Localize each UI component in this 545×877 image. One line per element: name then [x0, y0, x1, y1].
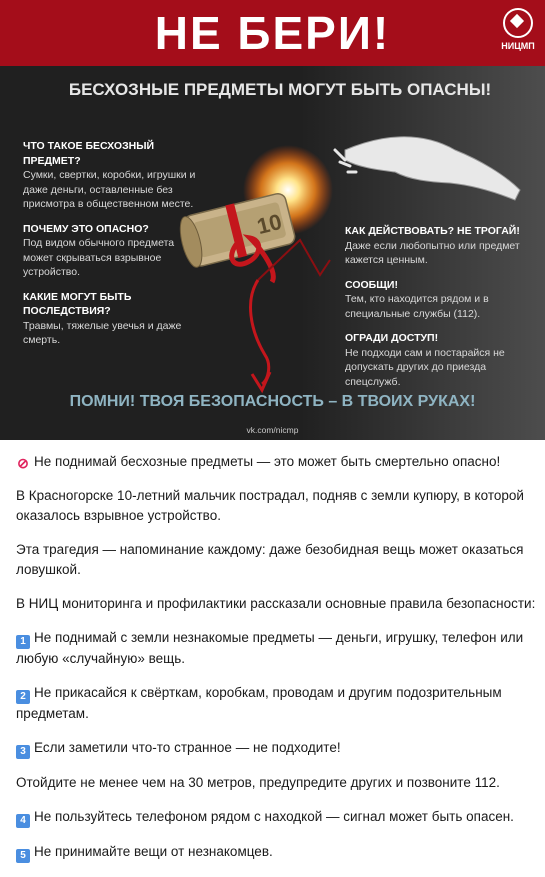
keycap-3-icon: 3 [16, 745, 30, 759]
rules-list [16, 628, 536, 863]
banknote-value: 10 [254, 208, 285, 240]
left-heading-2: ПОЧЕМУ ЭТО ОПАСНО? [23, 222, 149, 235]
logo-text: НИЦМП [501, 41, 535, 51]
paragraph-3: В НИЦ мониторинга и профилактики рассказали основные правила безопасности: [16, 596, 536, 611]
rule-3-text: Если заметили что-то странное — не подходите! [34, 740, 341, 755]
right-text-2: Тем, кто находится рядом и в специальные службы (112). [345, 293, 489, 320]
paragraph-1: В Красногорске 10-летний мальчик пострадал, подняв с земли купюру, в которой оказалось взрывное устройство. [16, 488, 524, 523]
right-text-1: Даже если любопытно или предмет кажется ценным. [345, 239, 520, 266]
keycap-4-icon: 4 [16, 814, 30, 828]
keycap-1-icon: 1 [16, 635, 30, 649]
intro-paragraph [16, 452, 536, 472]
rule-5 [16, 842, 536, 863]
right-heading-3: ОГРАДИ ДОСТУП! [345, 332, 439, 344]
poster-slogan: ПОМНИ! ТВОЯ БЕЗОПАСНОСТЬ – В ТВОИХ РУКАХ! [69, 393, 476, 410]
poster-subtitle: БЕСХОЗНЫЕ ПРЕДМЕТЫ МОГУТ БЫТЬ ОПАСНЫ! [68, 80, 492, 99]
rule-5-text: Не принимайте вещи от незнакомцев. [34, 844, 273, 859]
right-heading-1: КАК ДЕЙСТВОВАТЬ? НЕ ТРОГАЙ! [345, 225, 520, 237]
rule-4-text: Не пользуйтесь телефоном рядом с находкой — сигнал может быть опасен. [34, 809, 514, 824]
post-text [16, 452, 536, 877]
rule-1 [16, 628, 536, 669]
no-entry-icon: ⊘ [17, 455, 29, 471]
right-info-column [345, 224, 530, 399]
left-info-column [23, 139, 198, 358]
paragraph-2: Эта трагедия — напоминание каждому: даже безобидная вещь может оказаться ловушкой. [16, 542, 524, 577]
poster-link: vk.com/nicmp [246, 425, 299, 435]
right-text-3: Не подходи сам и постарайся не допускать других до приезда спецслужб. [345, 346, 505, 388]
arrow-head-icon [252, 372, 270, 390]
keycap-2-icon: 2 [16, 690, 30, 704]
fuse-wire [251, 280, 269, 384]
intro-text: Не поднимай бесхозные предметы — это может быть смертельно опасно! [34, 454, 501, 469]
rule-4 [16, 807, 536, 828]
left-text-1: Сумки, свертки, коробки, игрушки и даже деньги, оставленные без присмотра в общественном месте. [23, 169, 196, 210]
rule-3-continued: Отойдите не менее чем на 30 метров, предупредите других и позвоните 112. [16, 775, 500, 790]
left-text-2: Под видом обычного предмета может скрываться взрывное устройство. [23, 237, 175, 278]
left-heading-3: КАКИЕ МОГУТ БЫТЬ ПОСЛЕДСТВИЯ? [23, 290, 132, 317]
hand-icon [345, 137, 520, 200]
left-heading-1: ЧТО ТАКОЕ БЕСХОЗНЫЙ ПРЕДМЕТ? [23, 140, 155, 167]
rule-3 [16, 738, 536, 759]
left-text-3: Травмы, тяжелые увечья и даже смерть. [23, 319, 182, 346]
banner-title: НЕ БЕРИ! [154, 7, 391, 59]
keycap-5-icon: 5 [16, 849, 30, 863]
rule-1-text: Не поднимай с земли незнакомые предметы — деньги, игрушку, телефон или любую «случайную» вещь. [16, 630, 524, 666]
rule-2 [16, 683, 536, 724]
right-heading-2: СООБЩИ! [345, 278, 398, 291]
rule-2-text: Не прикасайся к свёрткам, коробкам, проводам и другим подозрительным предметам. [16, 685, 502, 721]
